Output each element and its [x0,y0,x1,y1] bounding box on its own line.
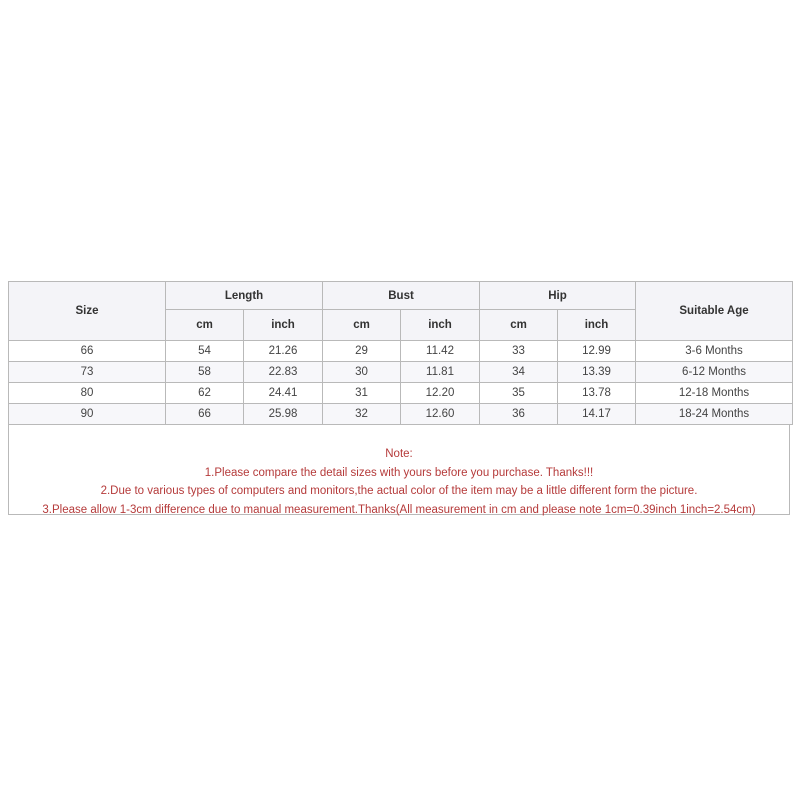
cell-age: 6-12 Months [636,362,793,383]
header-bust: Bust [323,282,480,310]
cell-age: 3-6 Months [636,341,793,362]
note-line-3: 3.Please allow 1-3cm difference due to manual measurement.Thanks(All measurement in cm and please note 1cm=0.39inch 1inch=2.54cm) [42,503,756,516]
cell-hip-inch: 13.78 [558,383,636,404]
table-row [9,341,793,362]
cell-hip-cm: 36 [480,404,558,425]
cell-size: 90 [9,404,166,425]
size-chart [8,281,792,515]
table-row [9,362,793,383]
header-row-groups [9,282,793,310]
cell-length-inch: 24.41 [244,383,323,404]
header-unit-bust-inch: inch [401,310,480,341]
cell-age: 18-24 Months [636,404,793,425]
header-unit-length-inch: inch [244,310,323,341]
cell-length-cm: 66 [166,404,244,425]
cell-bust-inch: 11.81 [401,362,480,383]
table-row [9,383,793,404]
header-size: Size [9,282,166,341]
table-row [9,404,793,425]
cell-length-cm: 58 [166,362,244,383]
cell-length-inch: 21.26 [244,341,323,362]
header-hip: Hip [480,282,636,310]
cell-bust-cm: 29 [323,341,401,362]
cell-size: 80 [9,383,166,404]
note-line-2: 2.Due to various types of computers and monitors,the actual color of the item may be a little different form the picture. [100,485,698,497]
note-title: Note: [385,448,413,460]
cell-hip-cm: 34 [480,362,558,383]
note-line-1: 1.Please compare the detail sizes with yours before you purchase. Thanks!!! [204,466,594,479]
cell-hip-inch: 13.39 [558,362,636,383]
cell-length-cm: 54 [166,341,244,362]
header-unit-length-cm: cm [166,310,244,341]
cell-hip-inch: 12.99 [558,341,636,362]
cell-size: 73 [9,362,166,383]
notes-panel [8,425,790,515]
cell-length-cm: 62 [166,383,244,404]
cell-hip-inch: 14.17 [558,404,636,425]
cell-bust-cm: 31 [323,383,401,404]
size-table [8,281,793,425]
header-length: Length [166,282,323,310]
cell-length-inch: 25.98 [244,404,323,425]
cell-hip-cm: 33 [480,341,558,362]
header-suitable-age: Suitable Age [636,282,793,341]
header-unit-bust-cm: cm [323,310,401,341]
cell-bust-cm: 30 [323,362,401,383]
cell-hip-cm: 35 [480,383,558,404]
cell-bust-inch: 11.42 [401,341,480,362]
cell-size: 66 [9,341,166,362]
cell-bust-inch: 12.20 [401,383,480,404]
cell-length-inch: 22.83 [244,362,323,383]
cell-age: 12-18 Months [636,383,793,404]
header-unit-hip-cm: cm [480,310,558,341]
cell-bust-cm: 32 [323,404,401,425]
header-unit-hip-inch: inch [558,310,636,341]
cell-bust-inch: 12.60 [401,404,480,425]
